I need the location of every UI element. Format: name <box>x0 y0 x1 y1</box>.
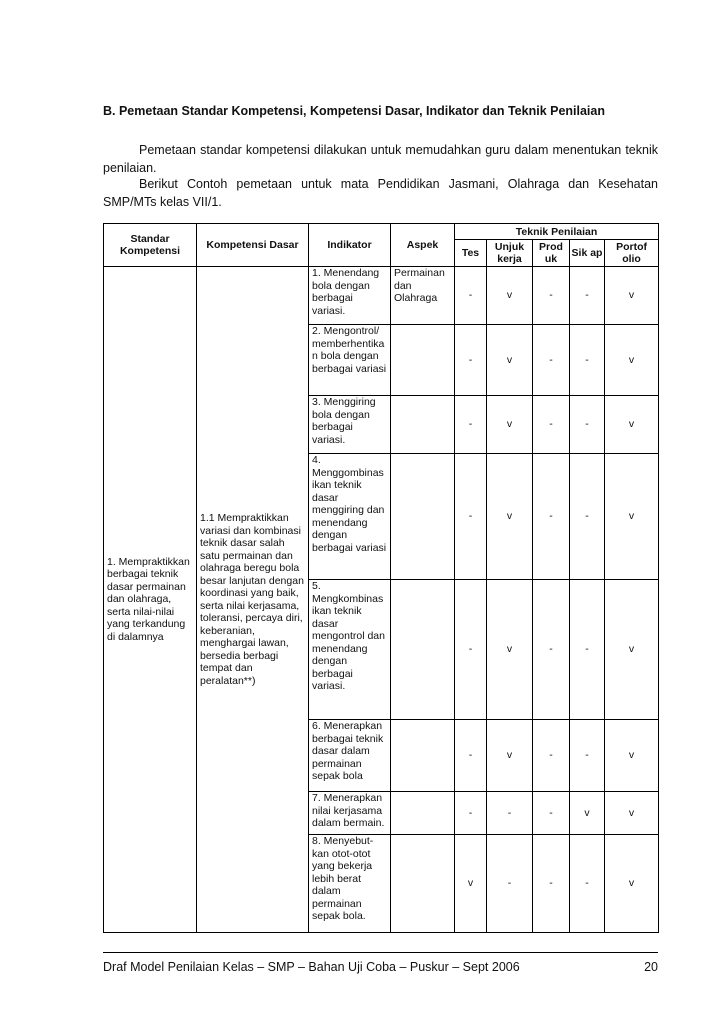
produk-mark: - <box>533 396 570 454</box>
produk-mark: - <box>533 267 570 325</box>
tes-mark: - <box>455 396 487 454</box>
sikap-mark: - <box>570 267 605 325</box>
unjuk-kerja-mark: - <box>487 792 533 835</box>
produk-mark: - <box>533 792 570 835</box>
portofolio-mark: v <box>605 454 659 580</box>
sikap-mark: - <box>570 325 605 396</box>
portofolio-mark: v <box>605 580 659 720</box>
tes-mark: - <box>455 720 487 792</box>
unjuk-kerja-mark: v <box>487 454 533 580</box>
aspek-cell-empty <box>391 396 455 454</box>
portofolio-mark: v <box>605 792 659 835</box>
footer-divider <box>103 952 658 953</box>
kompetensi-dasar-cell: 1.1 Mempraktikkan variasi dan kombinasi teknik dasar salah satu permainan dan olahraga beregu bola besar lanjutan dengan koordinasi yang baik, serta nilai kerjasama, toleransi, percaya diri, keberanian, menghargai lawan, bersedia berbagi tempat dan peralatan**) <box>197 267 309 933</box>
indikator-cell: 1. Menendang bola dengan berbagai variasi. <box>309 267 391 325</box>
sikap-mark: - <box>570 580 605 720</box>
indikator-cell: 4. Menggombinas ikan teknik dasar menggiring dan menendang dengan berbagai variasi <box>309 454 391 580</box>
tes-mark: - <box>455 454 487 580</box>
tes-mark: - <box>455 792 487 835</box>
produk-mark: - <box>533 454 570 580</box>
paragraph-example: Berikut Contoh pemetaan untuk mata Pendidikan Jasmani, Olahraga dan Kesehatan SMP/MTs kelas VII/1. <box>103 177 658 209</box>
portofolio-mark: v <box>605 720 659 792</box>
aspek-cell-empty <box>391 720 455 792</box>
unjuk-kerja-mark: v <box>487 325 533 396</box>
header-standar-kompetensi: Standar Kompetensi <box>104 224 197 267</box>
unjuk-kerja-mark: v <box>487 720 533 792</box>
aspek-cell-empty <box>391 454 455 580</box>
portofolio-mark: v <box>605 325 659 396</box>
unjuk-kerja-mark: v <box>487 267 533 325</box>
header-portofolio: Portof olio <box>605 240 659 267</box>
aspek-cell-empty <box>391 835 455 933</box>
indikator-cell: 6. Menerapkan berbagai teknik dasar dalam permainan sepak bola <box>309 720 391 792</box>
header-tes: Tes <box>455 240 487 267</box>
header-unjuk-kerja: Unjuk kerja <box>487 240 533 267</box>
unjuk-kerja-mark: v <box>487 580 533 720</box>
sikap-mark: - <box>570 396 605 454</box>
header-teknik-penilaian: Teknik Penilaian <box>455 224 659 240</box>
portofolio-mark: v <box>605 396 659 454</box>
tes-mark: - <box>455 580 487 720</box>
indikator-cell: 3. Menggiring bola dengan berbagai variasi. <box>309 396 391 454</box>
aspek-cell: Permainan dan Olahraga <box>391 267 455 325</box>
header-produk: Prod uk <box>533 240 570 267</box>
tes-mark: - <box>455 267 487 325</box>
produk-mark: - <box>533 835 570 933</box>
aspek-cell-empty <box>391 792 455 835</box>
produk-mark: - <box>533 720 570 792</box>
indikator-cell: 2. Mengontrol/ memberhentika n bola dengan berbagai variasi <box>309 325 391 396</box>
paragraph-intro: Pemetaan standar kompetensi dilakukan untuk memudahkan guru dalam menentukan teknik penilaian. <box>103 143 658 175</box>
aspek-cell-empty <box>391 580 455 720</box>
produk-mark: - <box>533 325 570 396</box>
portofolio-mark: v <box>605 835 659 933</box>
unjuk-kerja-mark: - <box>487 835 533 933</box>
tes-mark: - <box>455 325 487 396</box>
indikator-cell: 5. Mengkombinas ikan teknik dasar mengontrol dan menendang dengan berbagai variasi. <box>309 580 391 720</box>
footer-text: Draf Model Penilaian Kelas – SMP – Bahan Uji Coba – Puskur – Sept 2006 <box>103 960 520 974</box>
mapping-table <box>103 223 659 933</box>
sikap-mark: - <box>570 720 605 792</box>
header-indikator: Indikator <box>309 224 391 267</box>
sikap-mark: v <box>570 792 605 835</box>
section-heading: B. Pemetaan Standar Kompetensi, Kompetensi Dasar, Indikator dan Teknik Penilaian <box>103 104 605 118</box>
header-sikap: Sik ap <box>570 240 605 267</box>
tes-mark: v <box>455 835 487 933</box>
standar-kompetensi-cell: 1. Mempraktikkan berbagai teknik dasar permainan dan olahraga, serta nilai-nilai yang terkandung di dalamnya <box>104 267 197 933</box>
produk-mark: - <box>533 580 570 720</box>
aspek-cell-empty <box>391 325 455 396</box>
page-number: 20 <box>644 960 658 974</box>
header-aspek: Aspek <box>391 224 455 267</box>
header-kompetensi-dasar: Kompetensi Dasar <box>197 224 309 267</box>
sikap-mark: - <box>570 454 605 580</box>
indikator-cell: 7. Menerapkan nilai kerjasama dalam bermain. <box>309 792 391 835</box>
indikator-cell: 8. Menyebut-kan otot-otot yang bekerja lebih berat dalam permainan sepak bola. <box>309 835 391 933</box>
portofolio-mark: v <box>605 267 659 325</box>
sikap-mark: - <box>570 835 605 933</box>
unjuk-kerja-mark: v <box>487 396 533 454</box>
